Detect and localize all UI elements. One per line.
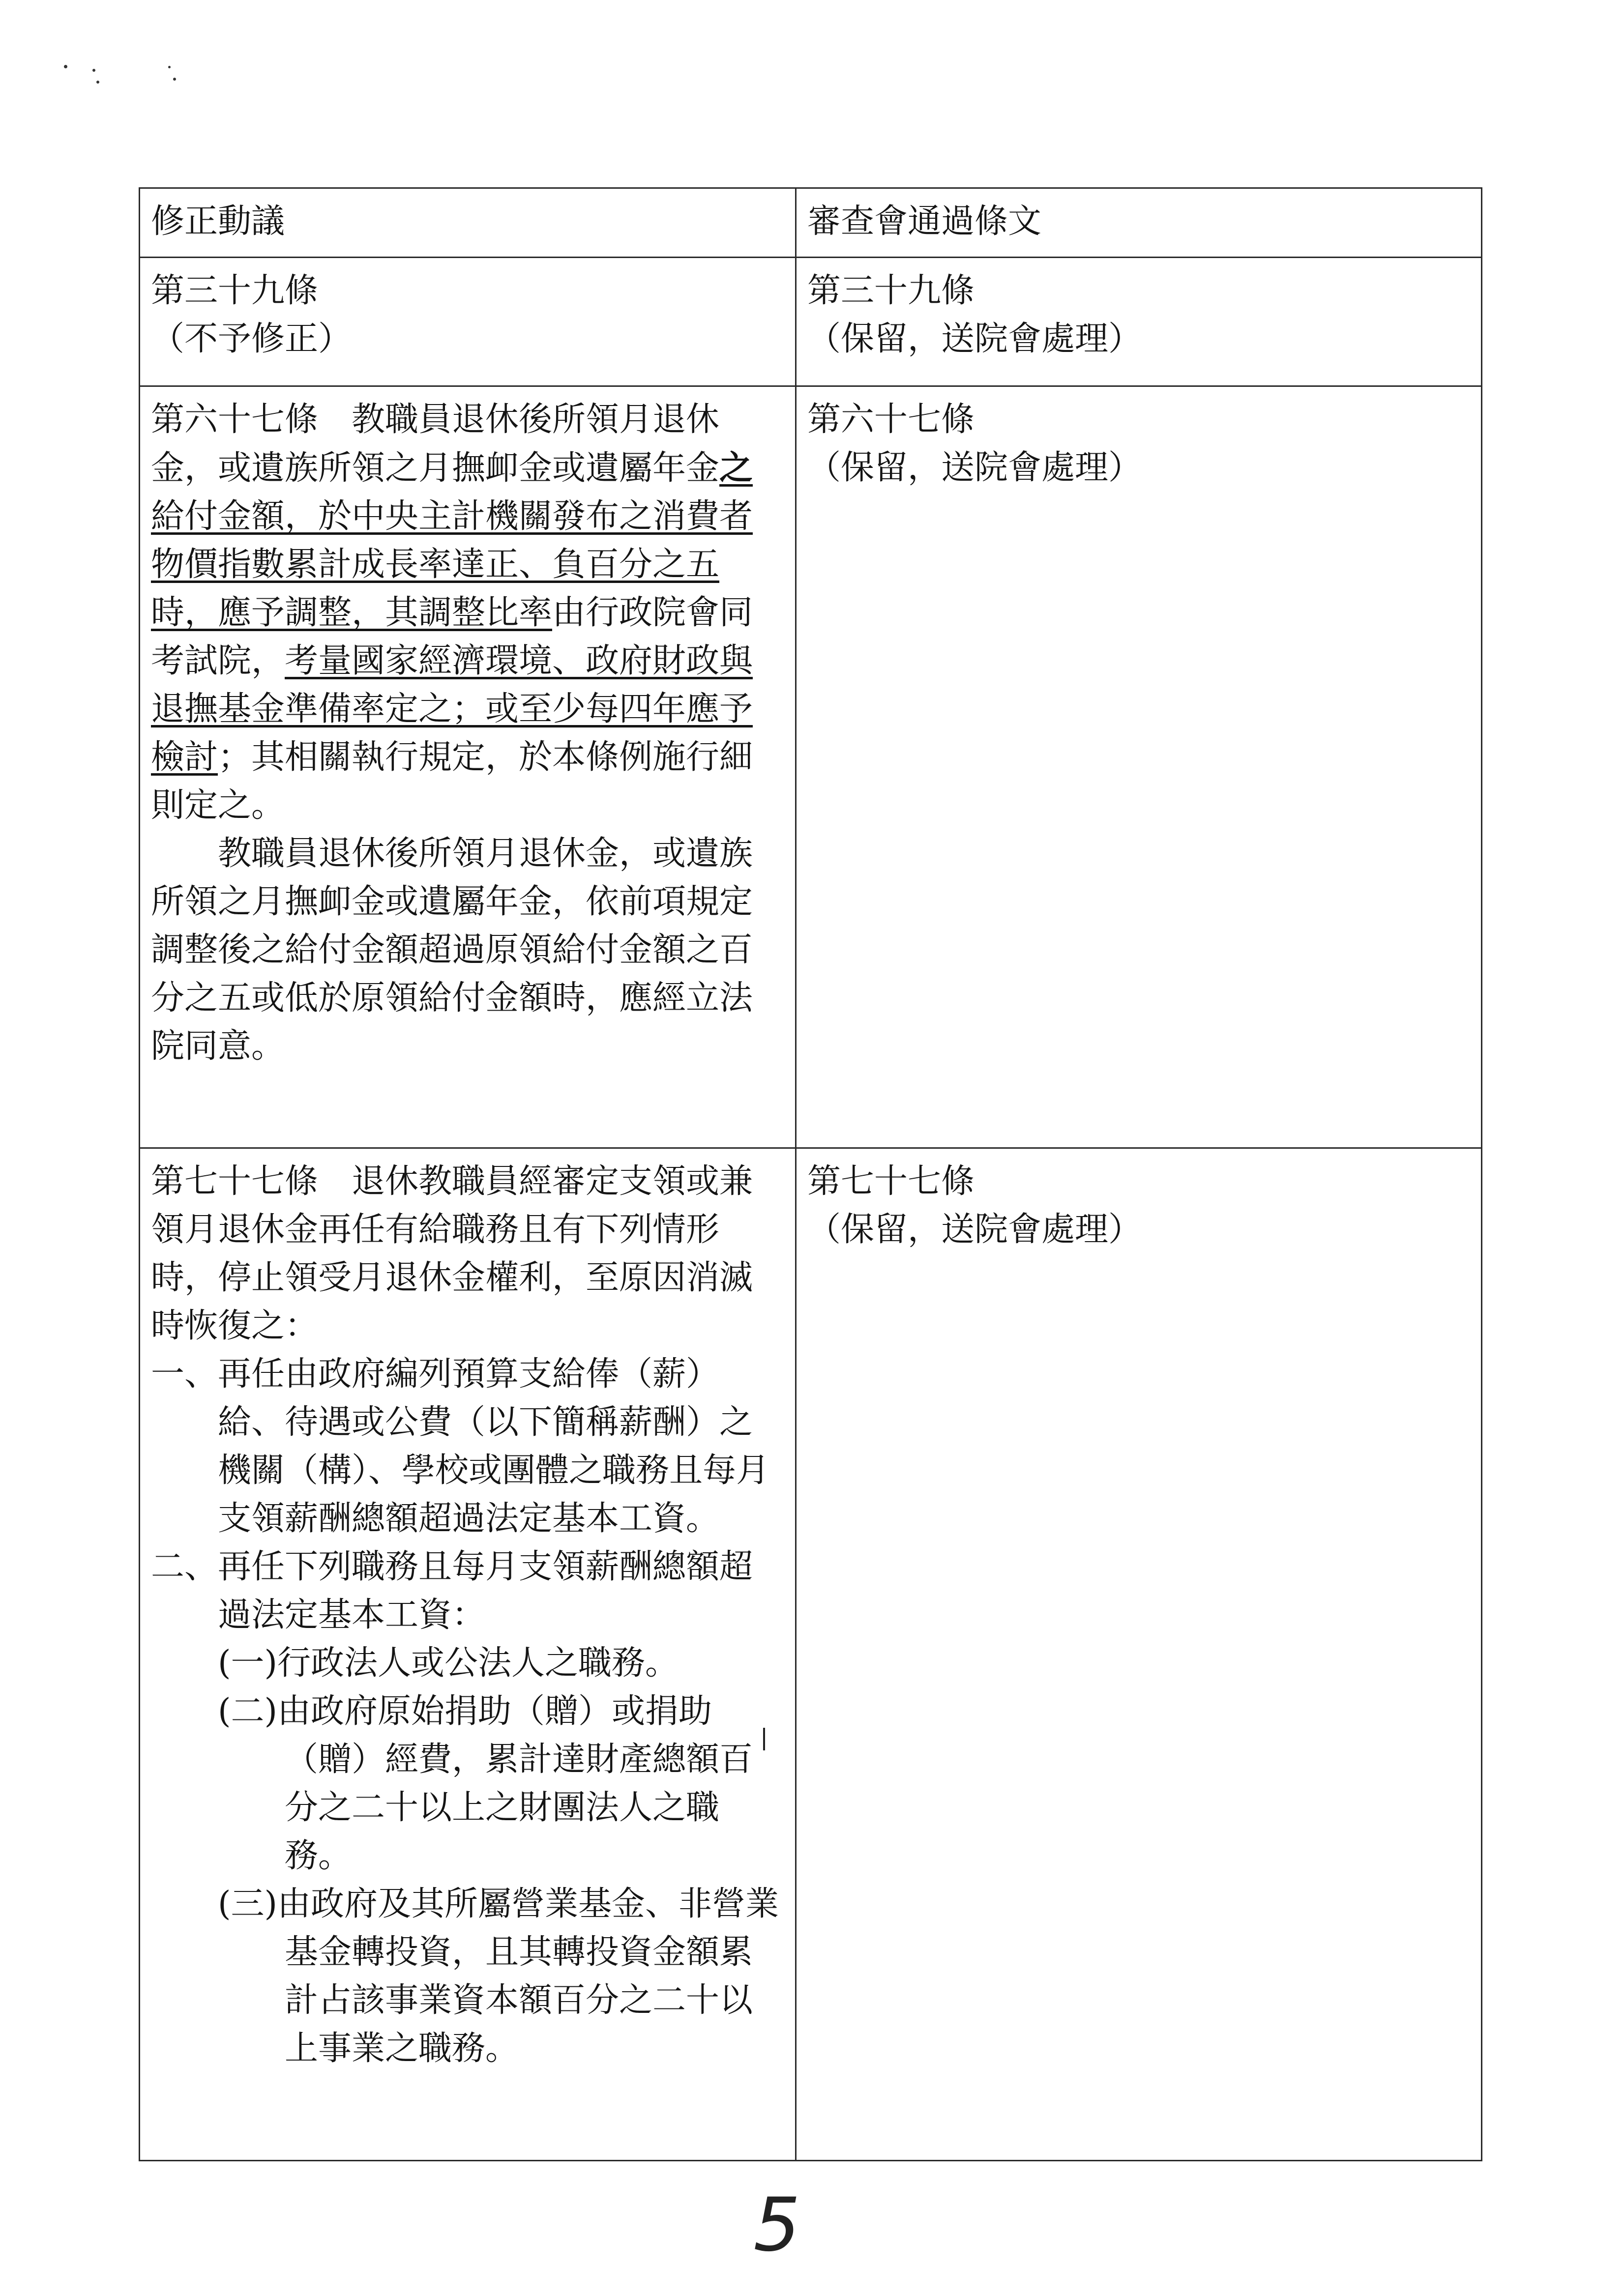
underlined-text: 考量國家經濟環境、政府財政與退撫基金準備率定之；或至少每四年應予檢討 bbox=[151, 641, 753, 777]
article-title: 第七十七條 bbox=[807, 1162, 975, 1201]
table-header-row bbox=[140, 188, 1482, 258]
article-note: （保留，送院會處理） bbox=[807, 1210, 1142, 1249]
article-title: 第三十九條 bbox=[807, 271, 975, 310]
text-segment: ；其相關執行規定，於本條例施行細則定之。 bbox=[151, 738, 753, 825]
underlined-text: 之 bbox=[719, 448, 753, 488]
approved-cell bbox=[796, 258, 1482, 386]
scan-specks bbox=[64, 59, 192, 93]
underlined-text: 給付金額，於中央主計機關發布之消費者物價指數累計成長率達正、負百分之五時，應予調整，其調整比率 bbox=[151, 497, 753, 632]
header-cell-approved bbox=[796, 188, 1482, 258]
approved-cell bbox=[796, 386, 1482, 1148]
article-paragraph bbox=[151, 396, 783, 830]
amendment-cell bbox=[140, 258, 796, 386]
text-segment: 第六十七條 教職員退休後所領月退休金，或遺族所領之月撫卹金或遺屬年金 bbox=[151, 400, 720, 488]
scan-mark bbox=[763, 1728, 765, 1750]
list-item: 一、再任由政府編列預算支給俸（薪）給、待遇或公費（以下簡稱薪酬）之機關（構）、學校或團體之職務且每月支領薪酬總額超過法定基本工資。 bbox=[151, 1355, 770, 1538]
amendment-cell bbox=[140, 1148, 796, 2161]
table-row bbox=[140, 1148, 1482, 2161]
sub-list-item: (二)由政府原始捐助（贈）或捐助（贈）經費，累計達財產總額百分之二十以上之財團法人之職務。 bbox=[218, 1692, 753, 1875]
header-amendment-label: 修正動議 bbox=[151, 202, 285, 241]
page-number: 5 bbox=[753, 2182, 800, 2268]
sub-list-item: (三)由政府及其所屬營業基金、非營業基金轉投資，且其轉投資金額累計占該事業資本額百分之二十以上事業之職務。 bbox=[218, 1885, 779, 2068]
comparison-table bbox=[139, 187, 1482, 2161]
header-approved-label: 審查會通過條文 bbox=[807, 202, 1042, 241]
sub-list-item: (一)行政法人或公法人之職務。 bbox=[218, 1644, 679, 1683]
article-note: （保留，送院會處理） bbox=[807, 448, 1142, 487]
article-note: （保留，送院會處理） bbox=[807, 320, 1142, 358]
table-row bbox=[140, 386, 1482, 1148]
approved-cell bbox=[796, 1148, 1482, 2161]
text-segment: 由行政院會同考試院， bbox=[151, 593, 753, 680]
table-row bbox=[140, 258, 1482, 386]
amendment-cell bbox=[140, 386, 796, 1148]
article-paragraph: 第七十七條 退休教職員經審定支領或兼領月退休金再任有給職務且有下列情形時，停止領受月退休金權利，至原因消滅時恢復之： bbox=[151, 1162, 753, 1345]
article-paragraph: 教職員退休後所領月退休金，或遺族所領之月撫卹金或遺屬年金，依前項規定調整後之給付金額超過原領給付金額之百分之五或低於原領給付金額時，應經立法院同意。 bbox=[151, 834, 753, 1066]
list-item: 二、再任下列職務且每月支領薪酬總額超過法定基本工資： bbox=[151, 1547, 753, 1634]
article-note: （不予修正） bbox=[151, 320, 352, 358]
header-cell-amendment bbox=[140, 188, 796, 258]
article-title: 第三十九條 bbox=[151, 271, 319, 310]
article-title: 第六十七條 bbox=[807, 400, 975, 439]
